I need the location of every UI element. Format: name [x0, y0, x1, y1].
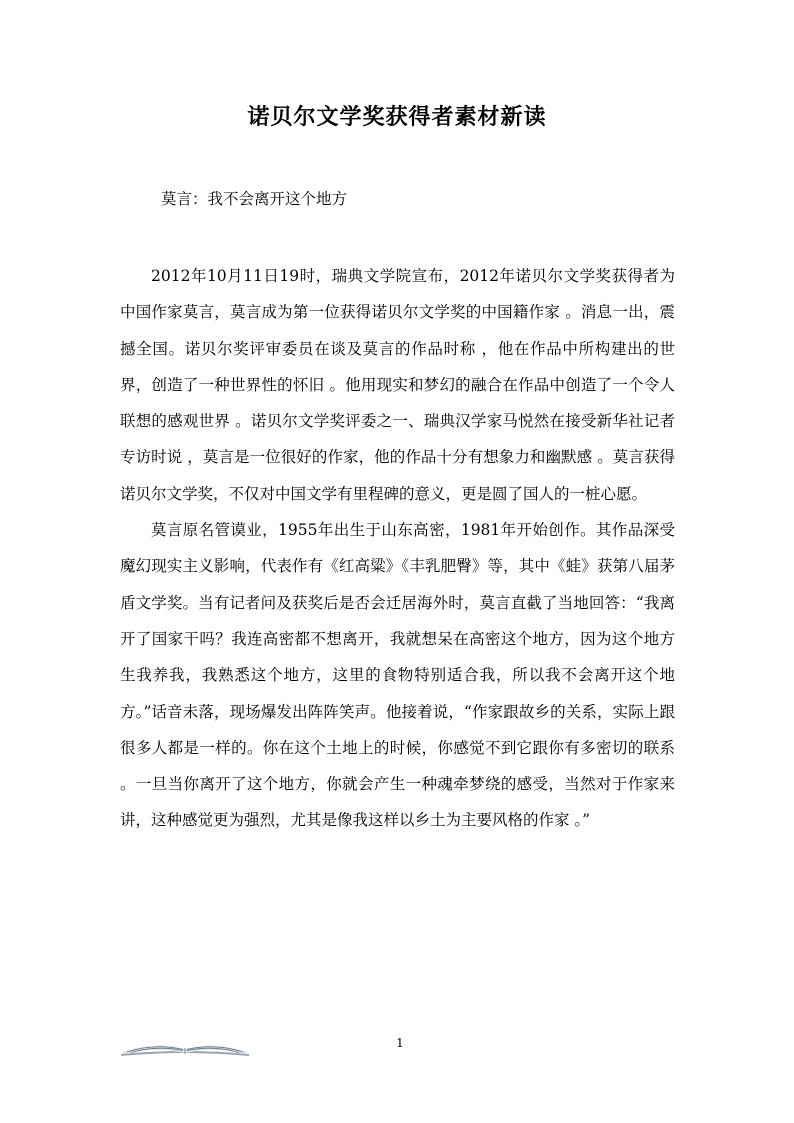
document-title: 诺贝尔文学奖获得者素材新读 — [247, 104, 547, 130]
document-subtitle: 莫言：我不会离开这个地方 — [161, 190, 348, 208]
open-book-icon — [119, 1037, 251, 1057]
paragraph-1: 2012年10月11日19时，瑞典文学院宣布，2012年诺贝尔文学奖获得者为中国作家莫言，莫言成为第一位获得诺贝尔文学奖的中国籍作家 。消息一出，震撼全国。诺贝尔奖评审委员在谈及莫言的作品时称 ，他在作品中所构建出的世界，创造了一种世界性的怀旧 。他用现实和梦幻的融合在作品中创造了一个令人联想的感观世界 。诺贝尔文学奖评委之一、瑞典汉学家马悦然在接受新华社记者专访时说 ，莫言是一位很好的作家，他的作品十分有想象力和幽默感 。莫言获得诺贝尔文学奖，不仅对中国文学有里程碑的意义，更是圆了国人的一桩心愿。 — [120, 267, 675, 503]
document-body — [120, 258, 675, 839]
page-number: 1 — [396, 1036, 404, 1050]
paragraph-2: 莫言原名管谟业，1955年出生于山东高密，1981年开始创作。其作品深受魔幻现实主义影响，代表作有《红高粱》《丰乳肥臀》等，其中《蛙》获第八届茅盾文学奖。当有记者问及获奖后是否会迁居海外时，莫言直截了当地回答：“我离开了国家干吗？我连高密都不想离开，我就想呆在高密这个地方，因为这个地方生我养我，我熟悉这个地方，这里的食物特别适合我，所以我不会离开这个地方。”话音未落，现场爆发出阵阵笑声。他接着说，“作家跟故乡的关系，实际上跟很多人都是一样的。你在这个土地上的时候，你感觉不到它跟你有多密切的联系 。一旦当你离开了这个地方，你就会产生一种魂牵梦绕的感受，当然对于作家来讲，这种感觉更为强烈，尤其是像我这样以乡土为主要风格的作家 。” — [120, 521, 675, 830]
